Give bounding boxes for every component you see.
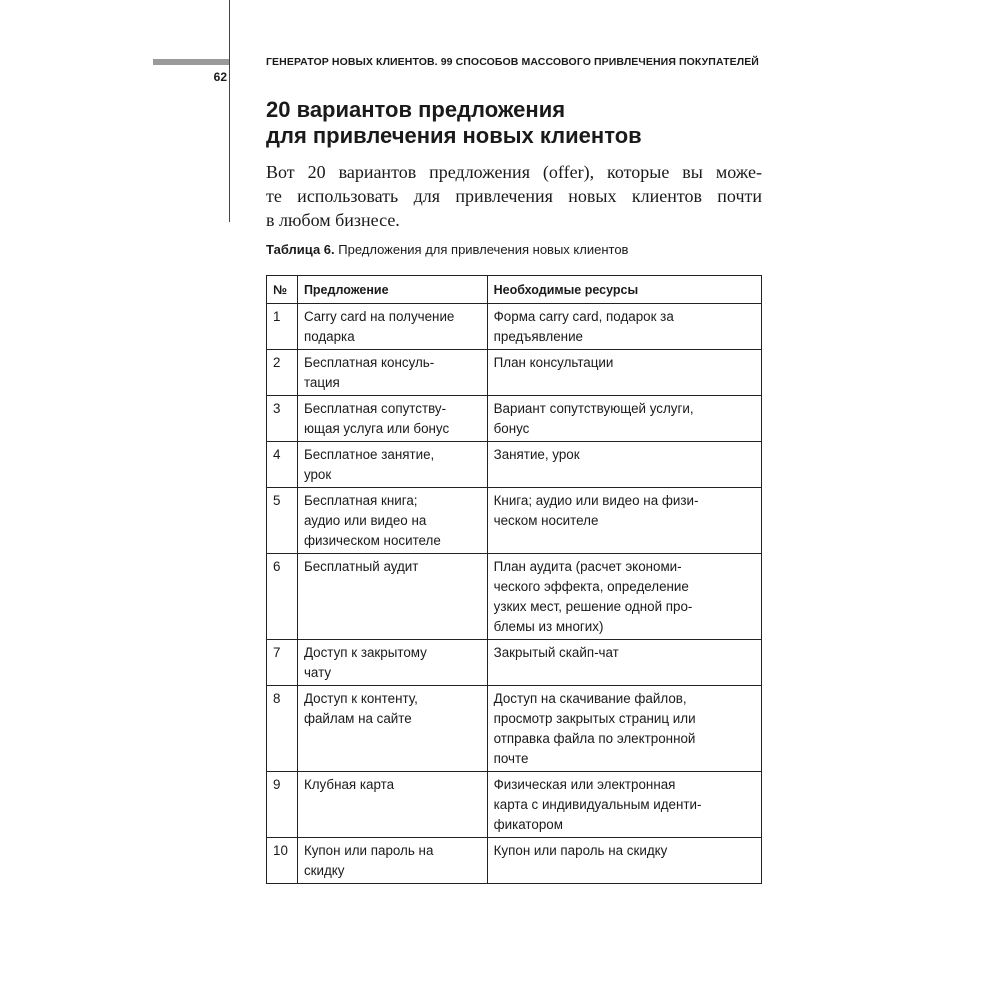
- table-row: [267, 686, 762, 772]
- table-row: [267, 396, 762, 442]
- resources-line: просмотр закрытых страниц или: [493, 711, 696, 726]
- row-resources: [487, 838, 761, 884]
- resources-line: Книга; аудио или видео на физи-: [493, 493, 699, 508]
- resources-line: предъявление: [493, 329, 584, 344]
- row-number: 7: [267, 640, 298, 686]
- offer-line: Carry card на получение: [303, 309, 455, 324]
- resources-line: План консультации: [493, 355, 614, 370]
- intro-line-3: в любом бизнесе.: [266, 210, 400, 230]
- table-body: [267, 304, 762, 884]
- row-resources: [487, 554, 761, 640]
- row-number: 3: [267, 396, 298, 442]
- offer-line: ющая услуга или бонус: [303, 421, 450, 436]
- row-number: 5: [267, 488, 298, 554]
- resources-line: ческом носителе: [493, 513, 599, 528]
- resources-line: Закрытый скайп-чат: [493, 645, 619, 660]
- section-title-line-2: для привлечения новых клиентов: [266, 123, 642, 148]
- row-offer: [297, 772, 487, 838]
- offer-line: Бесплатный аудит: [303, 559, 419, 574]
- table-row: [267, 640, 762, 686]
- running-header-title: ГЕНЕРАТОР НОВЫХ КЛИЕНТОВ. 99 СПОСОБОВ МАССОВОГО ПРИВЛЕЧЕНИЯ ПОКУПАТЕЛЕЙ: [266, 56, 759, 68]
- resources-line: почте: [493, 751, 529, 766]
- offer-line: подарка: [303, 329, 355, 344]
- offer-line: тация: [303, 375, 340, 390]
- row-resources: [487, 350, 761, 396]
- row-number: 4: [267, 442, 298, 488]
- table-row: [267, 304, 762, 350]
- table-caption-label: Таблица 6.: [266, 242, 335, 257]
- resources-line: бонус: [493, 421, 530, 436]
- row-offer: [297, 488, 487, 554]
- header-number: №: [267, 276, 298, 304]
- row-resources: [487, 304, 761, 350]
- intro-line-2: те использовать для привлечения новых клиентов почти: [266, 186, 762, 206]
- offer-line: Купон или пароль на: [303, 843, 434, 858]
- resources-line: Форма carry card, подарок за: [493, 309, 674, 324]
- row-resources: [487, 396, 761, 442]
- section-title-line-1: 20 вариантов предложения: [266, 97, 566, 122]
- resources-line: карта с индивидуальным иденти-: [493, 797, 702, 812]
- offer-line: физическом носителе: [303, 533, 441, 548]
- table-header-row: [267, 276, 762, 304]
- offer-line: Доступ к контенту,: [303, 691, 418, 706]
- page-number: 62: [213, 70, 227, 84]
- table-row: [267, 554, 762, 640]
- intro-line-1: Вот 20 вариантов предложения (offer), которые вы може-: [266, 162, 762, 182]
- offer-line: Бесплатная книга;: [303, 493, 418, 508]
- row-resources: [487, 640, 761, 686]
- resources-line: блемы из многих): [493, 619, 604, 634]
- table-row: [267, 488, 762, 554]
- resources-line: План аудита (расчет экономи-: [493, 559, 682, 574]
- table-caption-text: Предложения для привлечения новых клиентов: [338, 242, 629, 257]
- row-number: 2: [267, 350, 298, 396]
- offer-line: скидку: [303, 863, 345, 878]
- row-resources: [487, 772, 761, 838]
- row-resources: [487, 686, 761, 772]
- row-offer: [297, 640, 487, 686]
- resources-line: фикатором: [493, 817, 563, 832]
- row-offer: [297, 396, 487, 442]
- offer-line: чату: [303, 665, 332, 680]
- offer-line: Клубная карта: [303, 777, 395, 792]
- resources-line: узких мест, решение одной про-: [493, 599, 693, 614]
- resources-line: отправка файла по электронной: [493, 731, 696, 746]
- row-number: 9: [267, 772, 298, 838]
- row-number: 6: [267, 554, 298, 640]
- table-caption: [266, 242, 766, 257]
- table-row: [267, 838, 762, 884]
- margin-vertical-rule: [229, 0, 230, 222]
- offer-line: Бесплатная сопутству-: [303, 401, 447, 416]
- resources-line: Занятие, урок: [493, 447, 580, 462]
- header-offer: Предложение: [297, 276, 487, 304]
- row-offer: [297, 554, 487, 640]
- header-resources: Необходимые ресурсы: [487, 276, 761, 304]
- row-offer: [297, 442, 487, 488]
- table-row: [267, 442, 762, 488]
- table-row: [267, 772, 762, 838]
- row-number: 1: [267, 304, 298, 350]
- row-offer: [297, 304, 487, 350]
- row-resources: [487, 488, 761, 554]
- offer-line: Доступ к закрытому: [303, 645, 427, 660]
- header-gray-bar: [153, 59, 229, 65]
- intro-paragraph: [266, 160, 762, 232]
- row-resources: [487, 442, 761, 488]
- row-number: 10: [267, 838, 298, 884]
- row-offer: [297, 350, 487, 396]
- resources-line: Доступ на скачивание файлов,: [493, 691, 687, 706]
- row-number: 8: [267, 686, 298, 772]
- resources-line: Вариант сопутствующей услуги,: [493, 401, 694, 416]
- offer-line: Бесплатная консуль-: [303, 355, 435, 370]
- offer-line: аудио или видео на: [303, 513, 427, 528]
- row-offer: [297, 838, 487, 884]
- offer-line: файлам на сайте: [303, 711, 412, 726]
- resources-line: ческого эффекта, определение: [493, 579, 689, 594]
- resources-line: Физическая или электронная: [493, 777, 676, 792]
- offer-line: урок: [303, 467, 332, 482]
- offers-table: [266, 275, 762, 884]
- table-row: [267, 350, 762, 396]
- row-offer: [297, 686, 487, 772]
- resources-line: Купон или пароль на скидку: [493, 843, 668, 858]
- offer-line: Бесплатное занятие,: [303, 447, 435, 462]
- section-title: [266, 97, 766, 149]
